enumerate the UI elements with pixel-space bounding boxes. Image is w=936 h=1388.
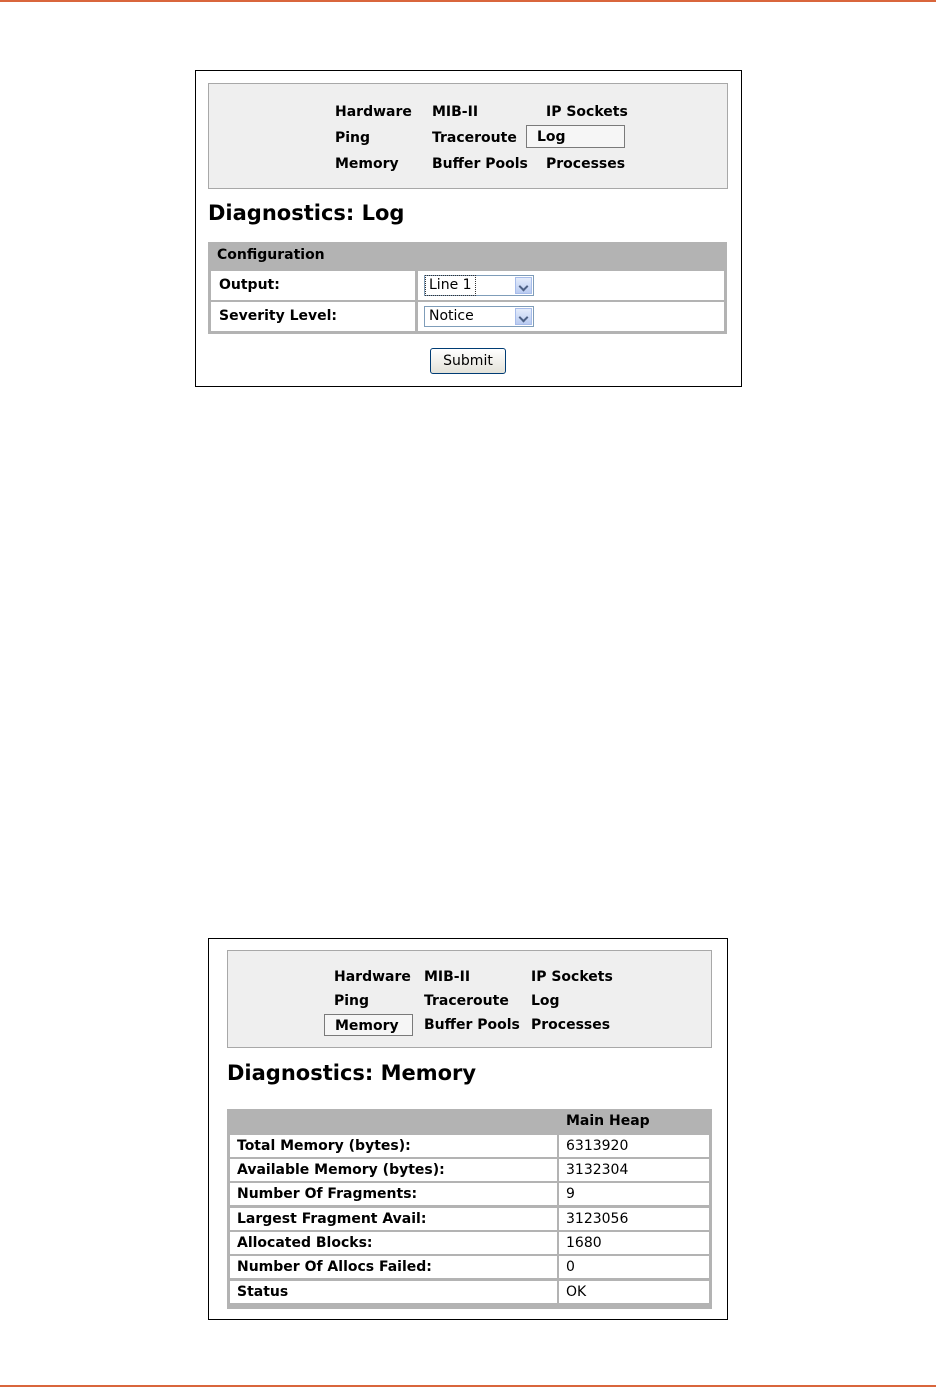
nav-log[interactable]: Log bbox=[526, 125, 625, 148]
nav-memory[interactable]: Memory bbox=[324, 1014, 413, 1036]
bottom-divider bbox=[0, 1385, 936, 1387]
memory-table bbox=[227, 1109, 712, 1309]
diagnostics-nav bbox=[227, 950, 712, 1048]
table-row-label: Number Of Allocs Failed: bbox=[230, 1256, 557, 1278]
output-value-cell bbox=[418, 271, 724, 300]
nav-traceroute[interactable]: Traceroute bbox=[424, 993, 509, 1009]
table-row-label: Number Of Fragments: bbox=[230, 1183, 557, 1205]
nav-hardware[interactable]: Hardware bbox=[334, 969, 411, 985]
page-title: Diagnostics: Memory bbox=[227, 1061, 477, 1085]
log-screenshot-panel bbox=[195, 70, 742, 387]
table-row-value: 3132304 bbox=[559, 1159, 709, 1181]
table-row-label: Status bbox=[230, 1281, 557, 1303]
page-title: Diagnostics: Log bbox=[208, 201, 405, 225]
configuration-header: Configuration bbox=[217, 247, 325, 263]
top-divider bbox=[0, 0, 936, 2]
nav-processes[interactable]: Processes bbox=[531, 1017, 611, 1033]
output-label: Output: bbox=[211, 271, 415, 300]
table-row-label: Allocated Blocks: bbox=[230, 1232, 557, 1254]
table-row-value: 3123056 bbox=[559, 1208, 709, 1230]
nav-log[interactable]: Log bbox=[531, 993, 560, 1009]
output-select-value: Line 1 bbox=[426, 276, 475, 295]
table-row-label: Available Memory (bytes): bbox=[230, 1159, 557, 1181]
chevron-down-icon[interactable] bbox=[515, 277, 532, 294]
output-select[interactable] bbox=[424, 275, 534, 296]
diagnostics-nav bbox=[208, 83, 728, 189]
nav-ping[interactable]: Ping bbox=[335, 130, 371, 146]
nav-mib-ii[interactable]: MIB-II bbox=[432, 104, 479, 120]
nav-buffer-pools[interactable]: Buffer Pools bbox=[432, 156, 528, 172]
table-row-value: OK bbox=[559, 1281, 709, 1303]
configuration-table bbox=[208, 242, 727, 334]
table-row-label: Largest Fragment Avail: bbox=[230, 1208, 557, 1230]
nav-mib-ii[interactable]: MIB-II bbox=[424, 969, 471, 985]
nav-traceroute[interactable]: Traceroute bbox=[432, 130, 517, 146]
nav-processes[interactable]: Processes bbox=[546, 156, 626, 172]
severity-select-value: Notice bbox=[429, 308, 474, 324]
nav-buffer-pools[interactable]: Buffer Pools bbox=[424, 1017, 520, 1033]
table-row-value: 9 bbox=[559, 1183, 709, 1205]
table-row-value: 1680 bbox=[559, 1232, 709, 1254]
nav-hardware[interactable]: Hardware bbox=[335, 104, 412, 120]
nav-ping[interactable]: Ping bbox=[334, 993, 370, 1009]
table-row-value: 0 bbox=[559, 1256, 709, 1278]
memory-screenshot-panel bbox=[208, 938, 728, 1320]
nav-ip-sockets[interactable]: IP Sockets bbox=[531, 969, 613, 985]
table-row-label: Total Memory (bytes): bbox=[230, 1135, 557, 1157]
table-row-value: 6313920 bbox=[559, 1135, 709, 1157]
severity-level-label: Severity Level: bbox=[211, 302, 415, 331]
submit-button[interactable]: Submit bbox=[430, 348, 506, 374]
severity-level-select[interactable] bbox=[424, 306, 534, 327]
nav-ip-sockets[interactable]: IP Sockets bbox=[546, 104, 628, 120]
severity-value-cell bbox=[418, 302, 724, 331]
nav-memory[interactable]: Memory bbox=[335, 156, 399, 172]
main-heap-header: Main Heap bbox=[566, 1113, 650, 1129]
chevron-down-icon[interactable] bbox=[515, 308, 532, 325]
